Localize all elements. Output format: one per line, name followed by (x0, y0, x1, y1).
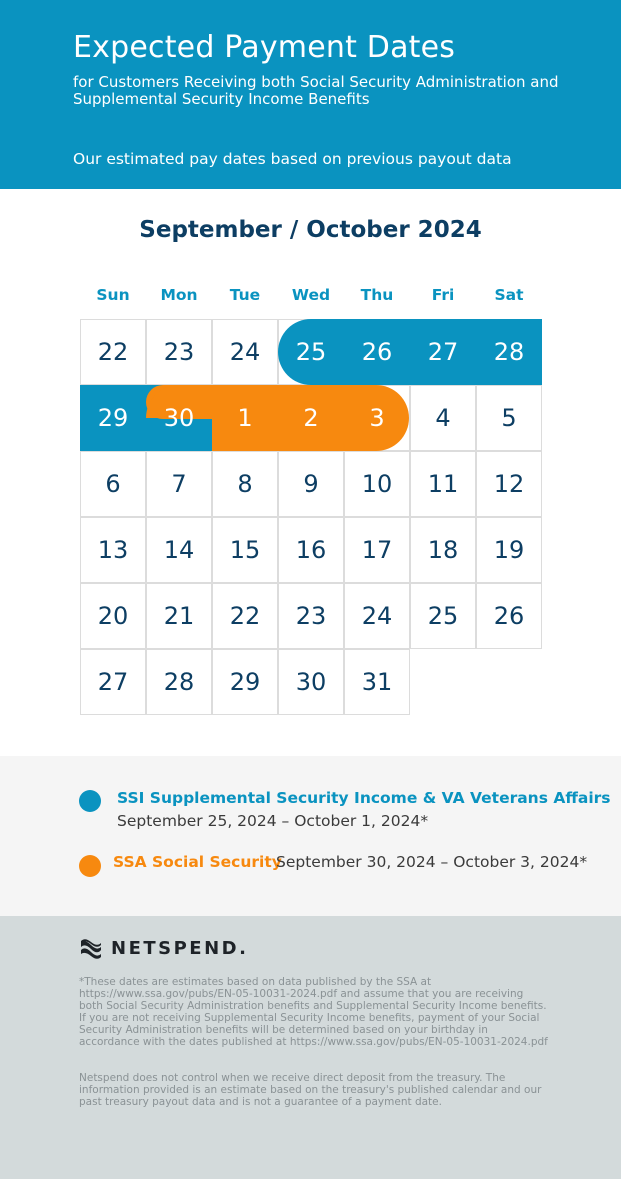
netspend-logo-text: NETSPEND. (111, 938, 249, 959)
day-number: 24 (361, 602, 393, 630)
day-number: 26 (493, 602, 525, 630)
day-number: 2 (303, 404, 319, 432)
day-number: 25 (295, 338, 327, 366)
ssi-dot-icon (79, 790, 101, 812)
day-number: 12 (493, 470, 525, 498)
day-number: 11 (427, 470, 459, 498)
treasury-disclaimer-text: Netspend does not control when we receive direct deposit from the treasury. The information provided is an estimate based on the treasury's published calendar and our past treasury payout data and is not a guarantee of a payment date. (79, 1072, 542, 1108)
day-number: 25 (427, 602, 459, 630)
day-number: 20 (97, 602, 129, 630)
header-note: Our estimated pay dates based on previous payout data (73, 150, 512, 168)
day-number: 5 (501, 404, 517, 432)
weekday-header-sat: Sat (494, 286, 524, 304)
ssa-dot-icon (79, 855, 101, 877)
day-number: 27 (97, 668, 129, 696)
day-number: 29 (229, 668, 261, 696)
day-number: 3 (369, 404, 385, 432)
weekday-header-tue: Tue (229, 286, 261, 304)
weekday-header-wed: Wed (291, 286, 331, 304)
ssi-legend-dates: September 25, 2024 – October 1, 2024* (117, 812, 429, 830)
day-number: 10 (361, 470, 393, 498)
day-number: 8 (237, 470, 253, 498)
day-number: 22 (229, 602, 261, 630)
day-number: 9 (303, 470, 319, 498)
weekday-header-fri: Fri (431, 286, 455, 304)
header-banner (0, 0, 621, 189)
day-number: 16 (295, 536, 327, 564)
page-title: Expected Payment Dates (73, 30, 456, 65)
day-number: 28 (493, 338, 525, 366)
netspend-logo-icon (79, 938, 103, 960)
weekday-header-thu: Thu (360, 286, 394, 304)
weekday-header-mon: Mon (160, 286, 198, 304)
day-number: 4 (435, 404, 451, 432)
disclaimer-text: *These dates are estimates based on data published by the SSA at https://www.ssa.gov/pubs/EN-05-10031-2024.pdf and assume that you are receiving both Social Security Administration benefits and Supplemental Security Income benefits. If you are not receiving Supplemental Security Income benefits, payment of your Social Security Administration benefits will be determined based on your birthday in accordance with the dates published at https://www.ssa.gov/pubs/EN-05-10031-2024.pdf (79, 976, 548, 1048)
day-number: 26 (361, 338, 393, 366)
day-number: 30 (295, 668, 327, 696)
day-number: 6 (105, 470, 121, 498)
day-number: 19 (493, 536, 525, 564)
day-number: 24 (229, 338, 261, 366)
day-number: 23 (295, 602, 327, 630)
day-number: 18 (427, 536, 459, 564)
day-number: 17 (361, 536, 393, 564)
weekday-header-sun: Sun (96, 286, 130, 304)
day-number: 15 (229, 536, 261, 564)
ssi-legend-label: SSI Supplemental Security Income & VA Veterans Affairs (117, 789, 611, 807)
day-number: 30 (163, 404, 195, 432)
ssa-legend-dates: September 30, 2024 – October 3, 2024* (276, 853, 588, 871)
day-number: 31 (361, 668, 393, 696)
day-number: 22 (97, 338, 129, 366)
day-number: 28 (163, 668, 195, 696)
legend-panel (0, 756, 621, 916)
day-number: 29 (97, 404, 129, 432)
day-number: 13 (97, 536, 129, 564)
day-number: 7 (171, 470, 187, 498)
page-subtitle: for Customers Receiving both Social Security Administration and Supplemental Security Income Benefits (73, 73, 559, 108)
day-number: 27 (427, 338, 459, 366)
calendar-title: September / October 2024 (139, 217, 482, 243)
day-number: 1 (237, 404, 253, 432)
day-number: 14 (163, 536, 195, 564)
ssa-legend-label: SSA Social Security (113, 853, 282, 871)
day-number: 23 (163, 338, 195, 366)
day-number: 21 (163, 602, 195, 630)
